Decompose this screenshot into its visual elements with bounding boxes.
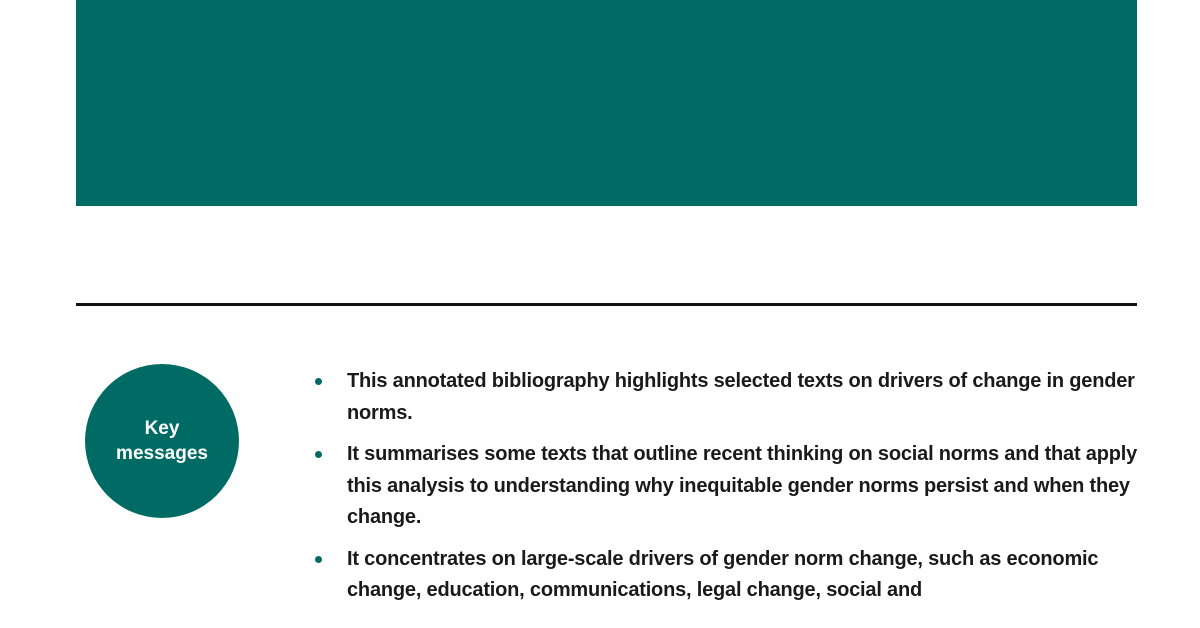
key-message-item: [312, 366, 1142, 429]
key-messages-list: [312, 366, 1142, 617]
bullet-icon: [315, 378, 322, 385]
header-banner: [76, 0, 1137, 206]
key-message-item: [312, 544, 1142, 607]
key-message-text: It concentrates on large-scale drivers of gender norm change, such as economic change, education, communications, legal change, social and: [347, 547, 1099, 601]
bullet-icon: [315, 556, 322, 563]
key-message-text: This annotated bibliography highlights selected texts on drivers of change in gender norms.: [347, 370, 1135, 424]
section-divider: [76, 303, 1137, 306]
key-messages-label: Key messages: [116, 418, 208, 464]
key-message-text: It summarises some texts that outline recent thinking on social norms and that apply this analysis to understanding why inequitable gender norms persist and when they change.: [347, 443, 1138, 528]
bullet-icon: [315, 451, 322, 458]
key-message-item: [312, 439, 1142, 534]
key-messages-badge: [85, 364, 239, 518]
